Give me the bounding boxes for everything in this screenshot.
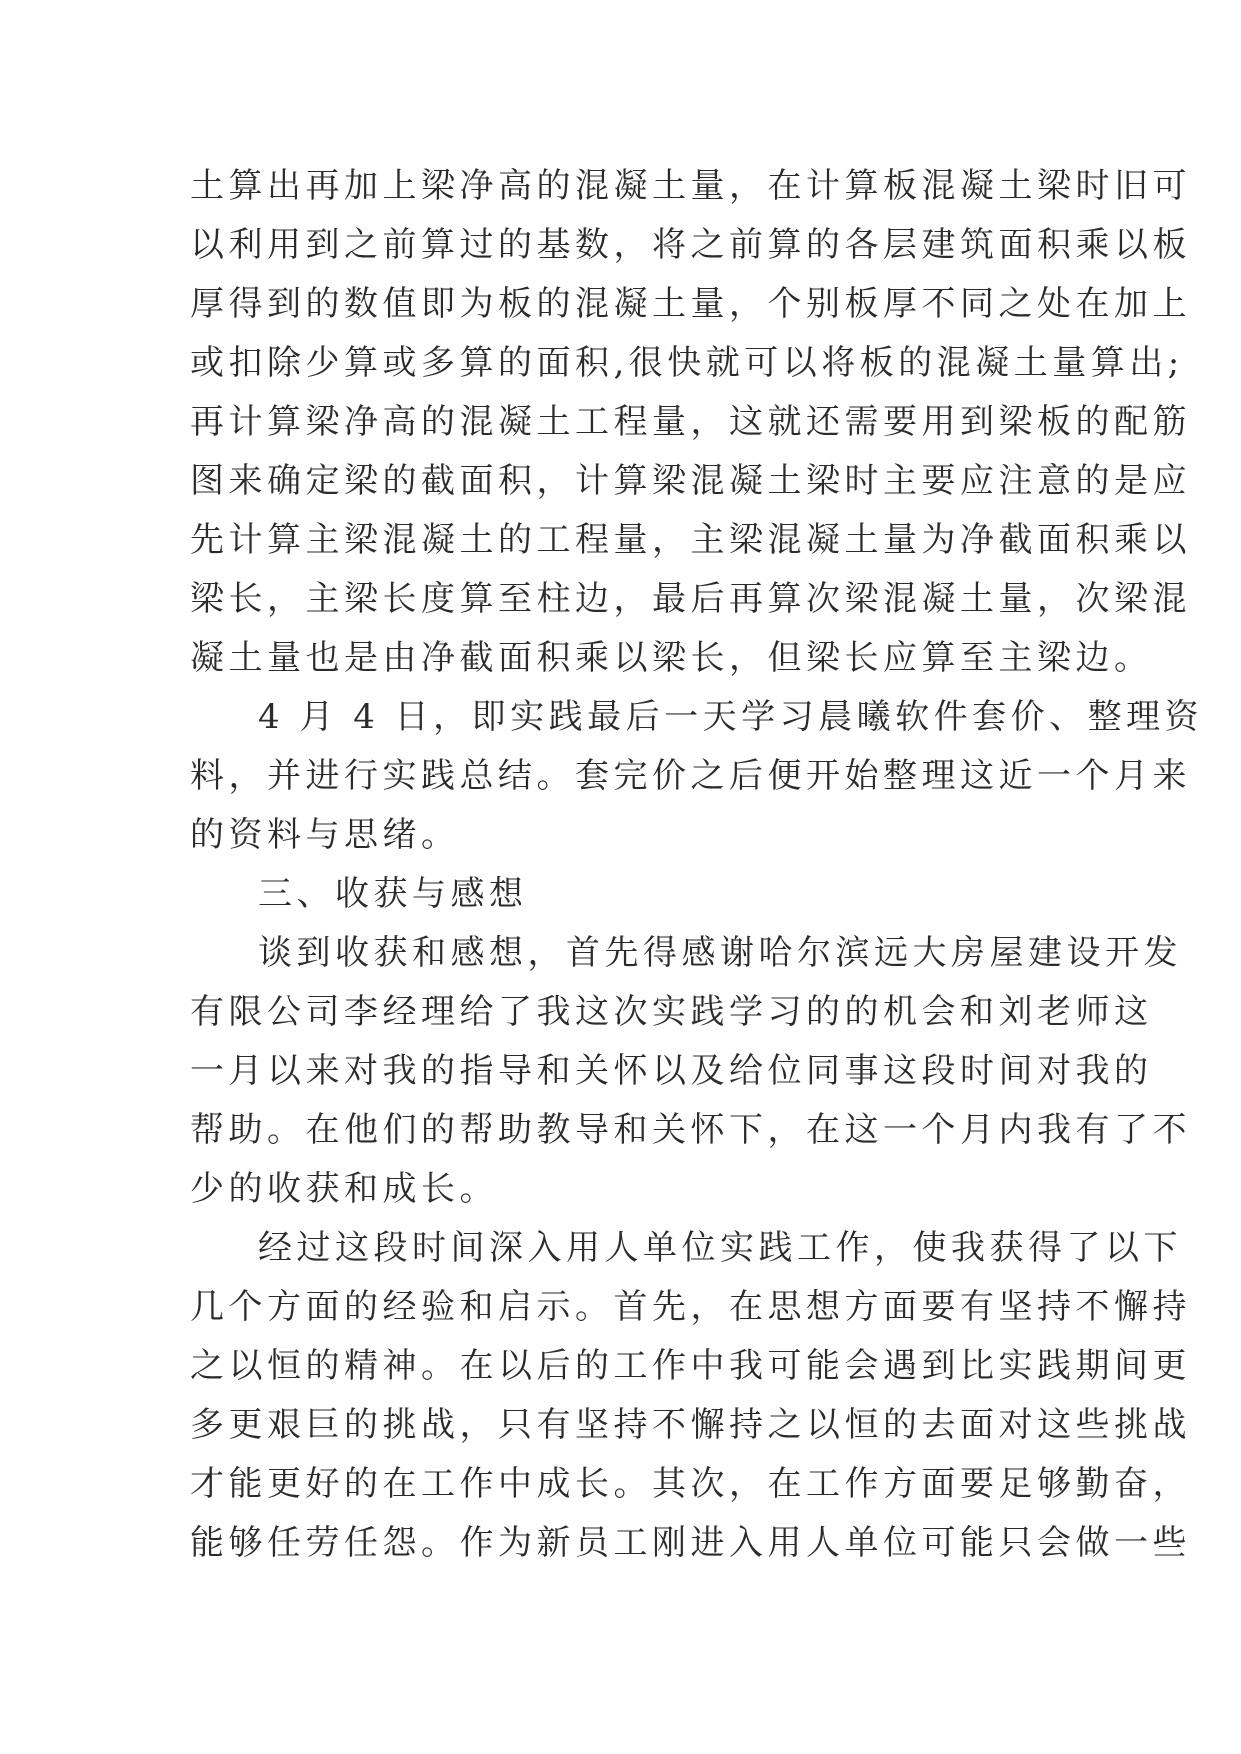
- paragraph-start-line: 经过这段时间深入用人单位实践工作，使我获得了以下: [258, 1228, 1182, 1268]
- text-line: 几个方面的经验和启示。首先，在思想方面要有坚持不懈持: [190, 1287, 1191, 1327]
- paragraph-start-line: 谈到收获和感想，首先得感谢哈尔滨远大房屋建设开发: [258, 933, 1182, 973]
- paragraph-start-line: 4 月 4 日，即实践最后一天学习晨曦软件套价、整理资: [258, 697, 1204, 737]
- text-line: 一月以来对我的指导和关怀以及给位同事这段时间对我的: [190, 1051, 1153, 1091]
- section-heading: 三、收获与感想: [258, 874, 528, 914]
- text-line: 土算出再加上梁净高的混凝土量，在计算板混凝土梁时旧可: [190, 166, 1191, 206]
- text-line: 厚得到的数值即为板的混凝土量，个别板厚不同之处在加上: [190, 284, 1191, 324]
- text-line: 有限公司李经理给了我这次实践学习的的机会和刘老师这: [190, 992, 1153, 1032]
- text-line: 才能更好的在工作中成长。其次，在工作方面要足够勤奋，: [190, 1464, 1191, 1504]
- text-line: 先计算主梁混凝土的工程量，主梁混凝土量为净截面积乘以: [190, 520, 1191, 560]
- text-line: 料，并进行实践总结。套完价之后便开始整理这近一个月来: [190, 756, 1191, 796]
- text-line: 以利用到之前算过的基数，将之前算的各层建筑面积乘以板: [190, 225, 1191, 265]
- text-line: 的资料与思绪。: [190, 815, 460, 855]
- text-line: 图来确定梁的截面积，计算梁混凝土梁时主要应注意的是应: [190, 461, 1191, 501]
- text-line: 凝土量也是由净截面积乘以梁长，但梁长应算至主梁边。: [190, 638, 1153, 678]
- text-line: 帮助。在他们的帮助教导和关怀下，在这一个月内我有了不: [190, 1110, 1191, 1150]
- text-line: 或扣除少算或多算的面积,很快就可以将板的混凝土量算出;: [190, 343, 1184, 383]
- document-body: [190, 157, 1204, 1573]
- text-line: 再计算梁净高的混凝土工程量，这就还需要用到梁板的配筋: [190, 402, 1191, 442]
- text-line: 多更艰巨的挑战，只有坚持不懈持之以恒的去面对这些挑战: [190, 1405, 1191, 1445]
- text-line: 梁长，主梁长度算至柱边，最后再算次梁混凝土量，次梁混: [190, 579, 1191, 619]
- text-line: 之以恒的精神。在以后的工作中我可能会遇到比实践期间更: [190, 1346, 1191, 1386]
- text-line: 少的收获和成长。: [190, 1169, 498, 1209]
- text-line: 能够任劳任怨。作为新员工刚进入用人单位可能只会做一些: [190, 1523, 1191, 1563]
